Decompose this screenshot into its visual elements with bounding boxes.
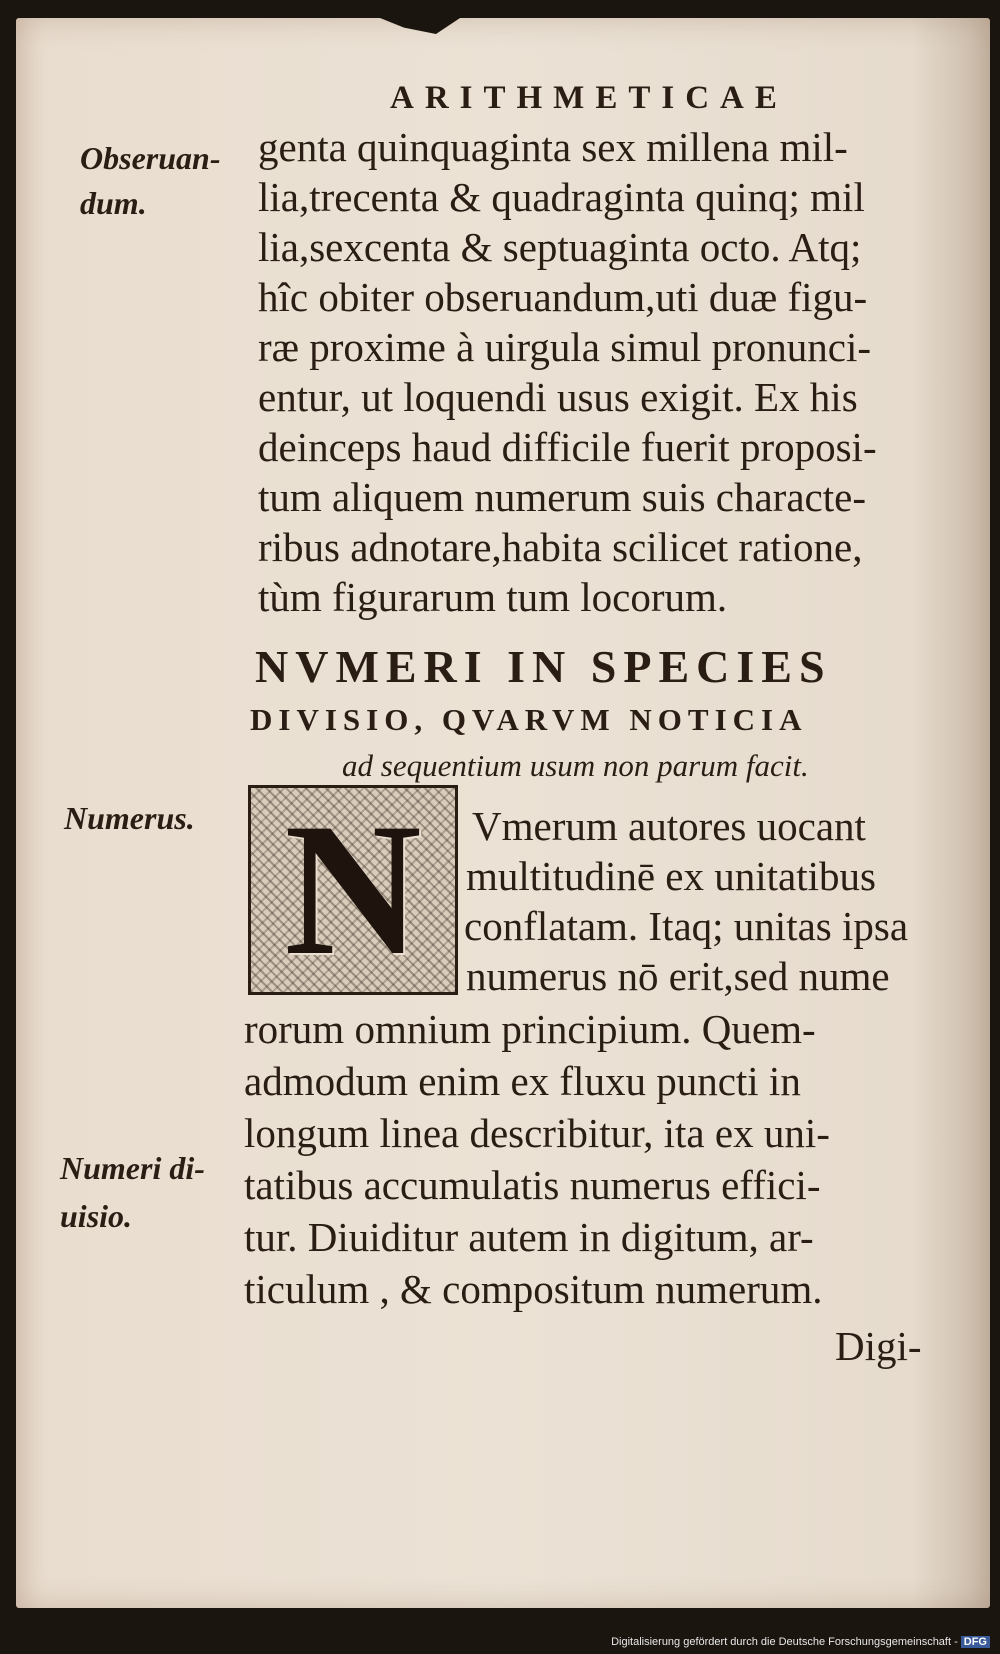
initial-letter: N xyxy=(284,785,422,995)
text-line: ticulum , & compositum numerum. xyxy=(244,1266,823,1312)
text-line: lia,trecenta & quadraginta quinq; mil xyxy=(258,174,865,220)
text-line: deinceps haud difficile fuerit proposi- xyxy=(258,424,877,470)
text-line: tum aliquem numerum suis characte- xyxy=(258,474,866,520)
margin-note: Obseruan- xyxy=(80,140,221,176)
dfg-logo: DFG xyxy=(961,1636,990,1648)
decorated-initial xyxy=(248,785,458,995)
catchword: Digi- xyxy=(835,1323,922,1369)
text-line: genta quinquaginta sex millena mil- xyxy=(258,124,848,170)
text-line: tur. Diuiditur autem in digitum, ar- xyxy=(244,1214,814,1260)
text-line: hîc obiter obseruandum,uti duæ figu- xyxy=(258,274,868,320)
text-line: lia,sexcenta & septuaginta octo. Atq; xyxy=(258,224,862,270)
text-line: multitudinē ex unitatibus xyxy=(466,853,876,899)
text-line: entur, ut loquendi usus exigit. Ex his xyxy=(258,374,858,420)
credit-text: Digitalisierung gefördert durch die Deutsche Forschungsgemeinschaft - xyxy=(611,1636,958,1648)
text-line: admodum enim ex fluxu puncti in xyxy=(244,1058,801,1104)
text-line: numerus nō erit,sed nume xyxy=(466,953,890,999)
text-line: ribus adnotare,habita scilicet ratione, xyxy=(258,524,863,570)
text-line: rorum omnium principium. Quem- xyxy=(244,1006,816,1052)
text-line: longum linea describitur, ita ex uni- xyxy=(244,1110,830,1156)
margin-note: Numeri di- xyxy=(60,1150,205,1186)
text-line: ræ proxime à uirgula simul pronunci- xyxy=(258,324,871,370)
chapter-subheading-italic: ad sequentium usum non parum facit. xyxy=(342,748,809,783)
text-line: tatibus accumulatis numerus effici- xyxy=(244,1162,821,1208)
chapter-heading: NVMERI IN SPECIES xyxy=(255,641,832,692)
running-head: ARITHMETICAE xyxy=(390,80,788,116)
text-line: tùm figurarum tum locorum. xyxy=(258,574,728,620)
text-line: conflatam. Itaq; unitas ipsa xyxy=(464,903,909,949)
margin-note: dum. xyxy=(80,185,147,221)
chapter-subheading: DIVISIO, QVARVM NOTICIA xyxy=(250,702,808,737)
margin-note: Numerus. xyxy=(64,800,195,836)
margin-note: uisio. xyxy=(60,1198,133,1234)
digitization-credit xyxy=(611,1636,990,1648)
text-line: Vmerum autores uocant xyxy=(472,803,866,849)
